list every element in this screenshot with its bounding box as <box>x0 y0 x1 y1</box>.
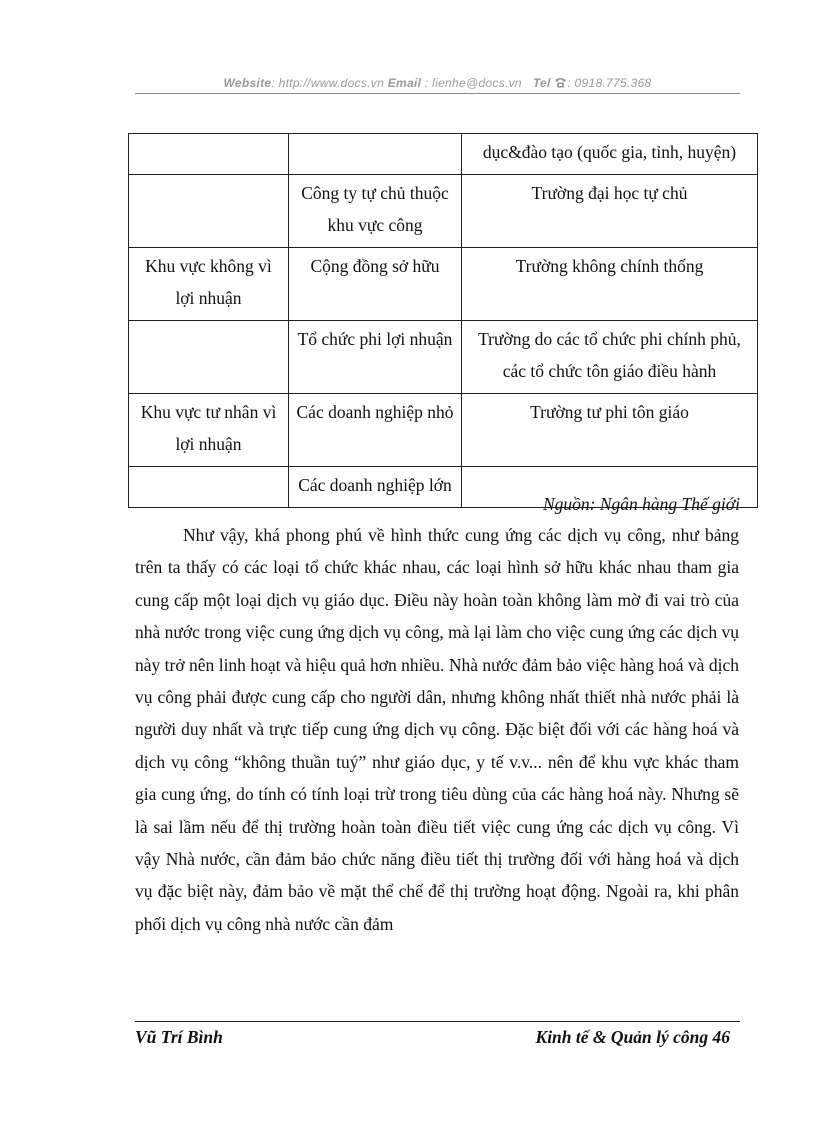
table-cell: Trường do các tổ chức phi chính phủ, các tổ chức tôn giáo điều hành <box>462 321 758 394</box>
tel-value: : 0918.775.368 <box>567 76 652 90</box>
table-row <box>129 321 758 394</box>
paragraph: Như vậy, khá phong phú về hình thức cung ứng các dịch vụ công, như bảng trên ta thấy có các loại tổ chức khác nhau, các loại hình sở hữu khác nhau tham gia cung cấp một loại dịch vụ giáo dục. Điều này hoàn toàn không làm mờ đi vai trò của nhà nước trong việc cung ứng dịch vụ công, mà lại làm cho việc cung ứng các dịch vụ này trở nên linh hoạt và hiệu quả hơn nhiều. Nhà nước đảm bảo việc hàng hoá và dịch vụ công phải được cung cấp cho người dân, nhưng không nhất thiết nhà nước phải là người duy nhất và trực tiếp cung ứng dịch vụ công. Đặc biệt đối với các hàng hoá và dịch vụ công “không thuần tuý” như giáo dục, y tế v.v... nên để khu vực khác tham gia cung ứng, do tính có tính loại trừ trong tiêu dùng của các hàng hoá này. Nhưng sẽ là sai lầm nếu để thị trường hoàn toàn điều tiết việc cung ứng các dịch vụ công. Vì vậy Nhà nước, cần đảm bảo chức năng điều tiết thị trường đối với hàng hoá và dịch vụ đặc biệt này, đảm bảo về mặt thể chế để thị trường hoạt động. Ngoài ra, khi phân phối dịch vụ công nhà nước cần đảm <box>135 525 739 934</box>
body-text <box>135 519 739 940</box>
tel-label: Tel <box>532 76 551 90</box>
table-cell <box>129 467 289 508</box>
footer-divider <box>135 1021 740 1022</box>
table-cell: Công ty tự chủ thuộc khu vực công <box>289 175 462 248</box>
table-cell: Các doanh nghiệp lớn <box>289 467 462 508</box>
email-label: Email <box>387 76 422 90</box>
table-cell: Khu vực tư nhân vì lợi nhuận <box>129 394 289 467</box>
table-cell: Các doanh nghiệp nhỏ <box>289 394 462 467</box>
footer-course-page: Kinh tế & Quản lý công 46 <box>535 1027 730 1047</box>
table-cell <box>129 321 289 394</box>
table-source: Nguồn: Ngân hàng Thế giới <box>543 494 740 514</box>
table-cell: dục&đào tạo (quốc gia, tỉnh, huyện) <box>462 134 758 175</box>
table-cell <box>129 134 289 175</box>
header-divider <box>135 93 740 94</box>
email-value[interactable]: : lienhe@docs.vn <box>421 76 522 90</box>
website-label: Website <box>223 76 272 90</box>
page-header <box>135 76 740 90</box>
table-cell: Trường đại học tự chủ <box>462 175 758 248</box>
footer-author: Vũ Trí Bình <box>135 1027 223 1047</box>
website-value[interactable]: : http://www.docs.vn <box>271 76 385 90</box>
phone-icon <box>554 77 567 88</box>
table-row <box>129 394 758 467</box>
table-cell: Trường tư phi tôn giáo <box>462 394 758 467</box>
table-row <box>129 134 758 175</box>
table-row <box>129 248 758 321</box>
table-cell: Trường không chính thống <box>462 248 758 321</box>
table-cell <box>129 175 289 248</box>
table-cell: Cộng đồng sở hữu <box>289 248 462 321</box>
table-row <box>129 175 758 248</box>
table-cell: Khu vực không vì lợi nhuận <box>129 248 289 321</box>
table-cell <box>289 134 462 175</box>
table-cell: Tổ chức phi lợi nhuận <box>289 321 462 394</box>
service-provider-table <box>128 133 758 508</box>
